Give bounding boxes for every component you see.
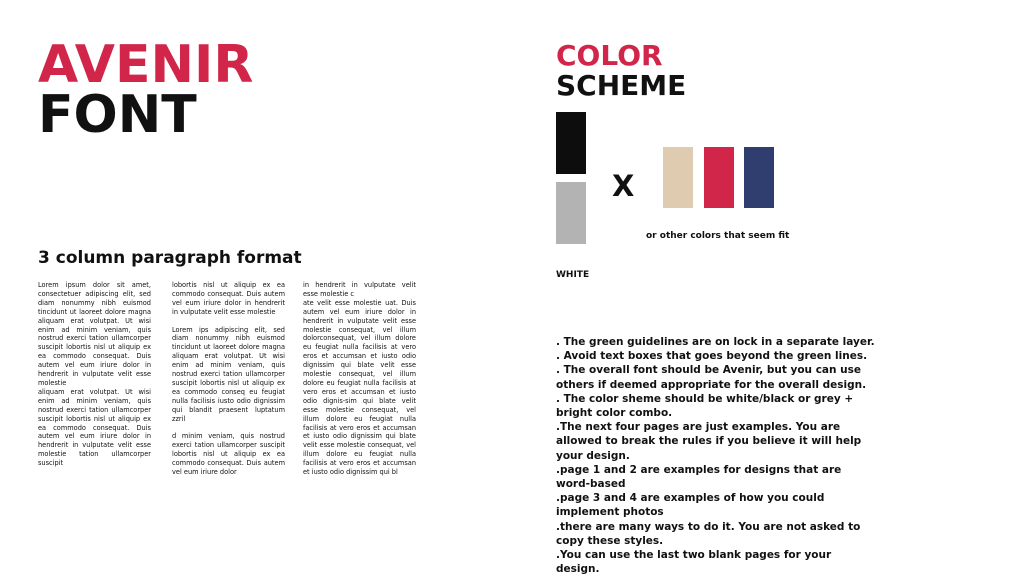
text-column-1: Lorem ipsum dolor sit amet, consectetuer adipiscing elit, sed diam nonummy nibh euismod tincidunt ut laoreet dolore magna aliquam erat volutpat. Ut wisi enim ad minim veniam, quis nostrud exerci tation ullamcorper suscipit lobortis nisl ut aliquip ex ea commodo consequat. Duis autem vel eum iriure dolor in hendrerit in vulputate velit esse molestie aliquam erat volutpat. Ut wisi enim ad minim veniam, quis nostrud exerci tation ullamcorper suscipit lobortis nisl ut aliquip ex ea commodo consequat. Duis autem vel eum iriure dolor in hendrerit in vulputate velit esse molestie tation ullamcorper suscipit	[38, 281, 151, 468]
guideline-item: . The green guidelines are on lock in a separate layer.	[556, 336, 875, 348]
text-column-3: in hendrerit in vulputate velit esse molestie c ate velit esse molestie uat. Duis autem vel eum iriure dolor in hendrerit in vulputate velit esse molestie consequat, vel illum dolorconsequat, vel illum dolore eu feugiat nulla facilisis at vero eros et accumsan et iusto odio dignissim qui blate velit esse molestie consequat, vel illum dolore eu feugiat nulla facilisis at vero eros et accumsan et iusto odio dignis-sim qui blate velit esse molestie consequat, vel illum dolore eu feugiat nulla facilisis at vero eros et accumsan et iusto odio dignissim qui blate velit esse molestie consequat, vel illum dolore eu feugiat nulla facilisis at vero eros et accumsan et iusto odio dignissim qui bl	[303, 281, 416, 477]
swatch-crimson	[704, 147, 734, 208]
guideline-item: .The next four pages are just examples. You are allowed to break the rules if you believe it will help your design.	[556, 421, 862, 462]
swatch-black	[556, 112, 586, 174]
guideline-item: . The overall font should be Avenir, but you can use others if deemed appropriate for the overall design.	[556, 364, 867, 391]
swatch-grey	[556, 182, 586, 244]
guideline-item: .page 1 and 2 are examples for designs that are word-based	[556, 463, 842, 491]
guideline-item: .page 3 and 4 are examples of how you could implement photos	[556, 492, 825, 519]
title-avenir: AVENIR	[38, 35, 254, 95]
white-label: WHITE	[556, 270, 590, 280]
other-colors-note: or other colors that seem fit	[646, 231, 790, 241]
title-color: COLOR	[556, 39, 663, 72]
title-scheme: SCHEME	[556, 69, 687, 102]
swatch-beige	[663, 147, 693, 208]
text-column-2: lobortis nisl ut aliquip ex ea commodo consequat. Duis autem vel eum iriure dolor in hendrerit in vulputate velit esse molestie Lorem ips adipiscing elit, sed diam nonummy nibh euismod tincidunt ut laoreet dolore magna aliquam erat volutpat. Ut wisi enim ad minim veniam, quis nostrud exerci tation ullamcorper suscipit lobortis nisl ut aliquip ex ea commodo conseq eu feugiat nulla facilisis iusto odio dignissim qui blandit praesent luptatum zzril d minim veniam, quis nostrud exerci tation ullamcorper suscipit lobortis nisl ut aliquip ex ea commodo consequat. Duis autem vel eum iriure dolor	[172, 281, 285, 477]
guideline-list	[556, 335, 878, 576]
times-symbol: X	[612, 169, 635, 203]
guideline-item: .You can use the last two blank pages for your design.	[556, 549, 832, 576]
swatch-navy	[744, 147, 774, 208]
guideline-item: . Avoid text boxes that goes beyond the green lines.	[556, 350, 868, 363]
subheading-3-column: 3 column paragraph format	[38, 248, 302, 268]
guideline-item: .there are many ways to do it. You are not asked to copy these styles.	[556, 520, 861, 547]
title-font: FONT	[38, 85, 197, 145]
guideline-item: . The color sheme should be white/black or grey + bright color combo.	[556, 392, 854, 420]
